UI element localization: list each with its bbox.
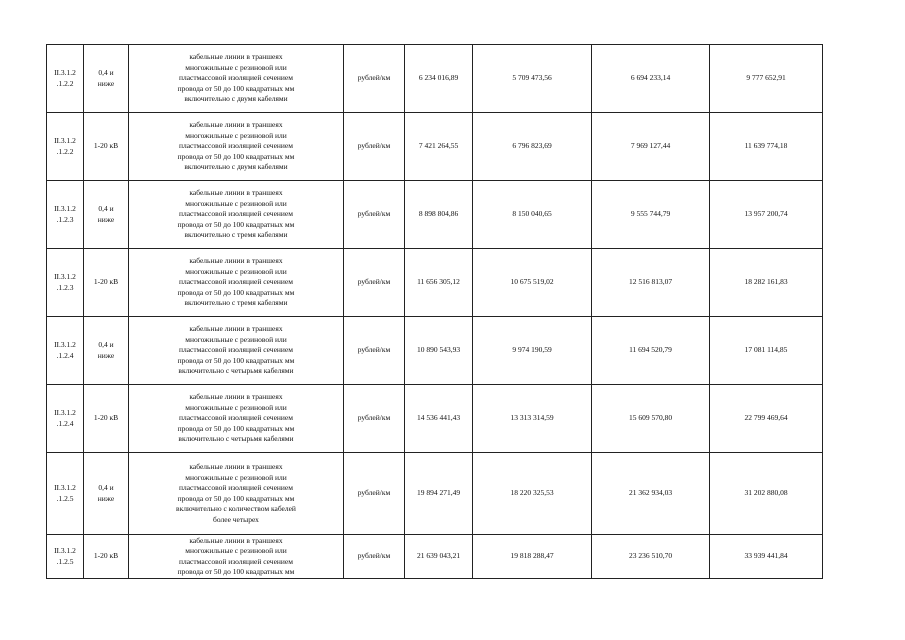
row-code: II.3.1.2 .1.2.4 <box>47 317 84 385</box>
row-value-4: 31 202 880,08 <box>710 453 823 535</box>
row-code: II.3.1.2 .1.2.3 <box>47 249 84 317</box>
row-unit: рублей/км <box>344 453 405 535</box>
row-voltage: 0,4 и ниже <box>84 181 129 249</box>
row-description: кабельные линии в траншеях многожильные с резиновой или пластмассовой изоляцией сечением провода от 50 до 100 квадратных мм включительно с четырьмя кабелями <box>129 385 344 453</box>
row-value-1: 6 234 016,89 <box>405 45 473 113</box>
table-row <box>47 535 823 579</box>
row-code: II.3.1.2 .1.2.2 <box>47 113 84 181</box>
row-value-4: 18 282 161,83 <box>710 249 823 317</box>
row-value-1: 21 639 043,21 <box>405 535 473 579</box>
row-voltage: 1-20 кВ <box>84 249 129 317</box>
row-description: кабельные линии в траншеях многожильные с резиновой или пластмассовой изоляцией сечением провода от 50 до 100 квадратных мм включительно с количеством кабелей более четырех <box>129 453 344 535</box>
row-value-4: 22 799 469,64 <box>710 385 823 453</box>
row-value-4: 13 957 200,74 <box>710 181 823 249</box>
row-value-1: 19 894 271,49 <box>405 453 473 535</box>
row-unit: рублей/км <box>344 317 405 385</box>
row-voltage: 1-20 кВ <box>84 113 129 181</box>
row-value-2: 19 818 288,47 <box>473 535 592 579</box>
row-unit: рублей/км <box>344 181 405 249</box>
row-value-3: 15 609 570,80 <box>592 385 710 453</box>
row-voltage: 0,4 и ниже <box>84 317 129 385</box>
row-value-1: 14 536 441,43 <box>405 385 473 453</box>
row-value-2: 5 709 473,56 <box>473 45 592 113</box>
row-voltage: 0,4 и ниже <box>84 45 129 113</box>
row-code: II.3.1.2 .1.2.3 <box>47 181 84 249</box>
tariff-table <box>46 44 823 579</box>
row-description: кабельные линии в траншеях многожильные с резиновой или пластмассовой изоляцией сечением провода от 50 до 100 квадратных мм включительно с тремя кабелями <box>129 181 344 249</box>
table-row <box>47 249 823 317</box>
row-value-1: 10 890 543,93 <box>405 317 473 385</box>
row-value-2: 18 220 325,53 <box>473 453 592 535</box>
row-value-1: 11 656 305,12 <box>405 249 473 317</box>
row-value-2: 8 150 040,65 <box>473 181 592 249</box>
row-value-1: 8 898 804,86 <box>405 181 473 249</box>
row-code: II.3.1.2 .1.2.4 <box>47 385 84 453</box>
row-value-2: 13 313 314,59 <box>473 385 592 453</box>
row-value-3: 12 516 813,07 <box>592 249 710 317</box>
table-row <box>47 385 823 453</box>
table-row <box>47 45 823 113</box>
row-value-2: 9 974 190,59 <box>473 317 592 385</box>
table-row <box>47 113 823 181</box>
table-row <box>47 453 823 535</box>
row-value-3: 21 362 934,03 <box>592 453 710 535</box>
row-value-4: 33 939 441,84 <box>710 535 823 579</box>
row-value-3: 7 969 127,44 <box>592 113 710 181</box>
table-row <box>47 317 823 385</box>
row-description: кабельные линии в траншеях многожильные с резиновой или пластмассовой изоляцией сечением провода от 50 до 100 квадратных мм включительно с тремя кабелями <box>129 249 344 317</box>
row-value-4: 17 081 114,85 <box>710 317 823 385</box>
row-value-1: 7 421 264,55 <box>405 113 473 181</box>
row-unit: рублей/км <box>344 535 405 579</box>
table-body <box>47 45 823 579</box>
row-value-2: 6 796 823,69 <box>473 113 592 181</box>
row-value-3: 9 555 744,79 <box>592 181 710 249</box>
row-description: кабельные линии в траншеях многожильные с резиновой или пластмассовой изоляцией сечением провода от 50 до 100 квадратных мм включительно с двумя кабелями <box>129 45 344 113</box>
row-voltage: 1-20 кВ <box>84 535 129 579</box>
row-unit: рублей/км <box>344 385 405 453</box>
row-value-4: 9 777 652,91 <box>710 45 823 113</box>
row-value-4: 11 639 774,18 <box>710 113 823 181</box>
row-description: кабельные линии в траншеях многожильные с резиновой или пластмассовой изоляцией сечением провода от 50 до 100 квадратных мм включительно с двумя кабелями <box>129 113 344 181</box>
tariff-table-page <box>46 44 822 579</box>
row-voltage: 1-20 кВ <box>84 385 129 453</box>
row-value-3: 6 694 233,14 <box>592 45 710 113</box>
row-unit: рублей/км <box>344 45 405 113</box>
row-code: II.3.1.2 .1.2.2 <box>47 45 84 113</box>
row-voltage: 0,4 и ниже <box>84 453 129 535</box>
row-code: II.3.1.2 .1.2.5 <box>47 535 84 579</box>
row-description: кабельные линии в траншеях многожильные с резиновой или пластмассовой изоляцией сечением провода от 50 до 100 квадратных мм <box>129 535 344 579</box>
row-unit: рублей/км <box>344 249 405 317</box>
row-code: II.3.1.2 .1.2.5 <box>47 453 84 535</box>
row-description: кабельные линии в траншеях многожильные с резиновой или пластмассовой изоляцией сечением провода от 50 до 100 квадратных мм включительно с четырьмя кабелями <box>129 317 344 385</box>
table-row <box>47 181 823 249</box>
row-unit: рублей/км <box>344 113 405 181</box>
row-value-3: 11 694 520,79 <box>592 317 710 385</box>
row-value-3: 23 236 510,70 <box>592 535 710 579</box>
row-value-2: 10 675 519,02 <box>473 249 592 317</box>
